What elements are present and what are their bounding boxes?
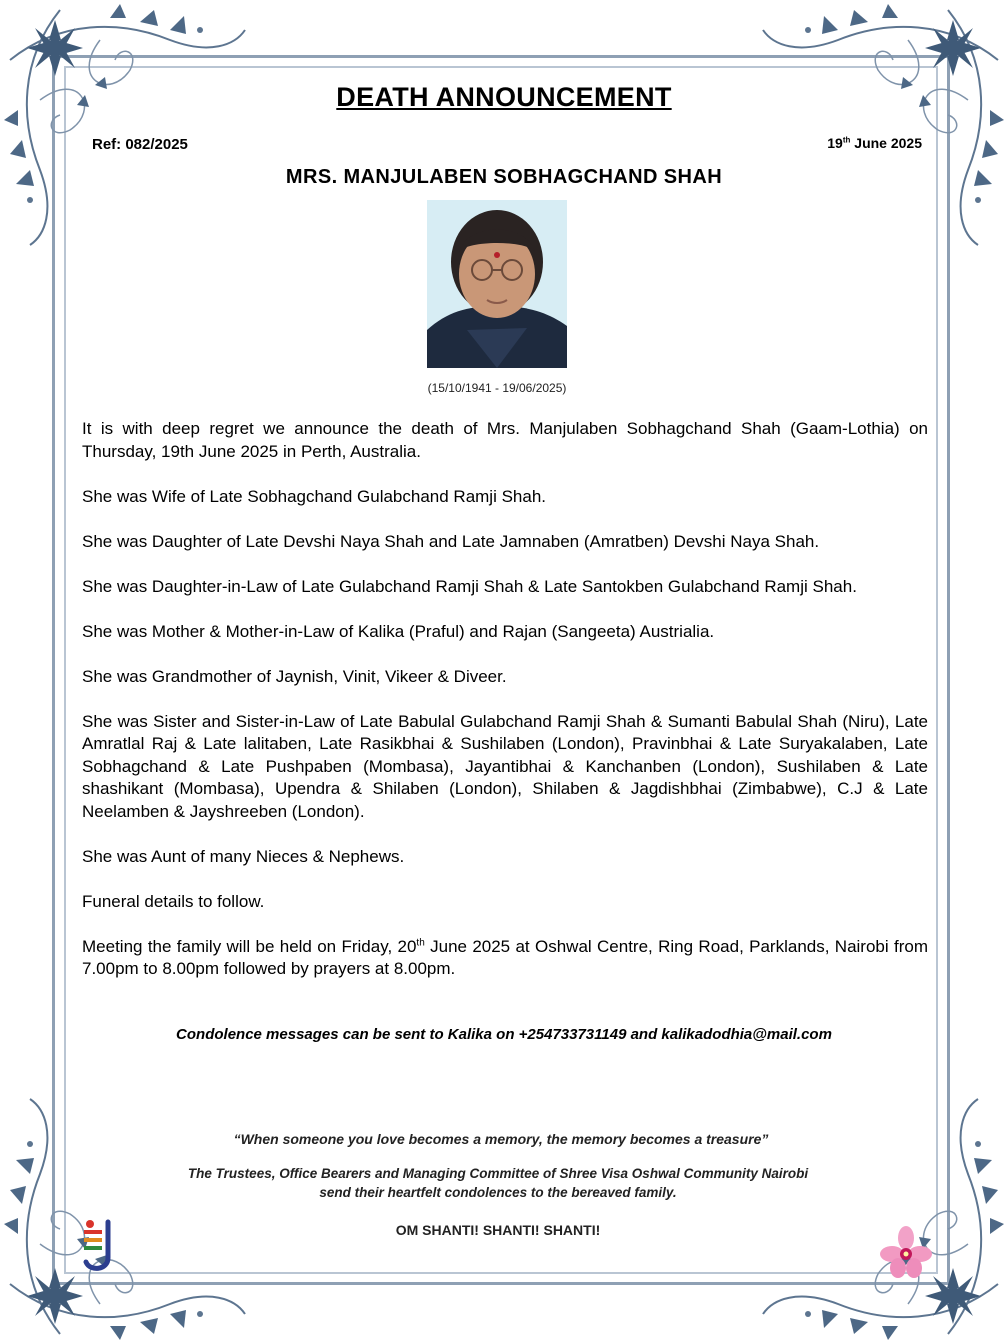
- page-title: DEATH ANNOUNCEMENT: [336, 82, 672, 112]
- condolence-contact: Condolence messages can be sent to Kalika on +254733731149 and kalikadodhia@mail.com: [176, 1026, 832, 1043]
- meeting-text-start: Meeting the family will be held on Friday, 20: [82, 936, 417, 956]
- trustees-message: [0, 1164, 996, 1202]
- paragraph-mother: She was Mother & Mother-in-Law of Kalika (Praful) and Rajan (Sangeeta) Austrialia.: [82, 621, 715, 641]
- paragraph-daughter: She was Daughter of Late Devshi Naya Shah and Late Jamnaben (Amratben) Devshi Naya Shah.: [82, 531, 820, 551]
- corner-ornament-icon: [758, 0, 1008, 250]
- portrait-photo: [427, 200, 567, 368]
- paragraph-grandmother: She was Grandmother of Jaynish, Vinit, Vikeer & Diveer.: [82, 666, 507, 686]
- paragraph-meeting: [82, 936, 928, 981]
- meeting-date-suffix: th: [416, 936, 425, 948]
- date-month-year: June 2025: [850, 135, 922, 151]
- paragraph-intro: It is with deep regret we announce the death of Mrs. Manjulaben Sobhagchand Shah (Gaam-Lothia) on Thursday, 19th June 2025 in Perth, Australia.: [82, 419, 928, 461]
- date-suffix: th: [842, 135, 851, 145]
- announcement-date: [827, 135, 922, 151]
- announcement-body: [82, 418, 928, 1003]
- community-logo-icon: [80, 1218, 120, 1274]
- reference-number: Ref: 082/2025: [92, 136, 188, 153]
- paragraph-daughter-in-law: She was Daughter-in-Law of Late Gulabchand Ramji Shah & Late Santokben Gulabchand Ramji Shah.: [82, 576, 857, 596]
- om-shanti: OM SHANTI! SHANTI! SHANTI!: [395, 1222, 601, 1238]
- paragraph-aunt: She was Aunt of many Nieces & Nephews.: [82, 846, 405, 866]
- paragraph-sister: She was Sister and Sister-in-Law of Late Babulal Gulabchand Ramji Shah & Sumanti Babulal Shah (Niru), Late Amratlal Raj & Late lalitaben, Late Rasikbhai & Sushilaben (London), Pravinbhai & Late Suryakalaben, Late Sobhagchand & Late Pushpaben (Mombasa), Jayantibhai & Kanchanben (London), Sushilaben & Late shashikant (Mombasa), Upendra & Shilaben (London), Shilaben & Jagdishbhai (Zimbabwe), C.J & Late Neelamben & Jayshreeben (London).: [82, 711, 928, 821]
- corner-ornament-icon: [0, 0, 250, 250]
- meeting-text-end: June 2025 at Oshwal Centre, Ring Road, Parklands, Nairobi from 7.00pm to 8.00pm followed by prayers at 8.00pm.: [82, 936, 928, 978]
- deceased-name: MRS. MANJULABEN SOBHAGCHAND SHAH: [285, 166, 723, 188]
- life-dates: (15/10/1941 - 19/06/2025): [427, 381, 567, 395]
- date-day: 19: [827, 135, 843, 151]
- orchid-flower-icon: [880, 1226, 932, 1278]
- trustees-line-2: send their heartfelt condolences to the bereaved family.: [319, 1185, 677, 1200]
- paragraph-wife: She was Wife of Late Sobhagchand Gulabchand Ramji Shah.: [82, 486, 547, 506]
- paragraph-funeral: Funeral details to follow.: [82, 891, 265, 911]
- memorial-quote: “When someone you love becomes a memory, the memory becomes a treasure”: [233, 1131, 769, 1147]
- trustees-line-1: The Trustees, Office Bearers and Managing Committee of Shree Visa Oshwal Community Nairobi: [187, 1166, 809, 1181]
